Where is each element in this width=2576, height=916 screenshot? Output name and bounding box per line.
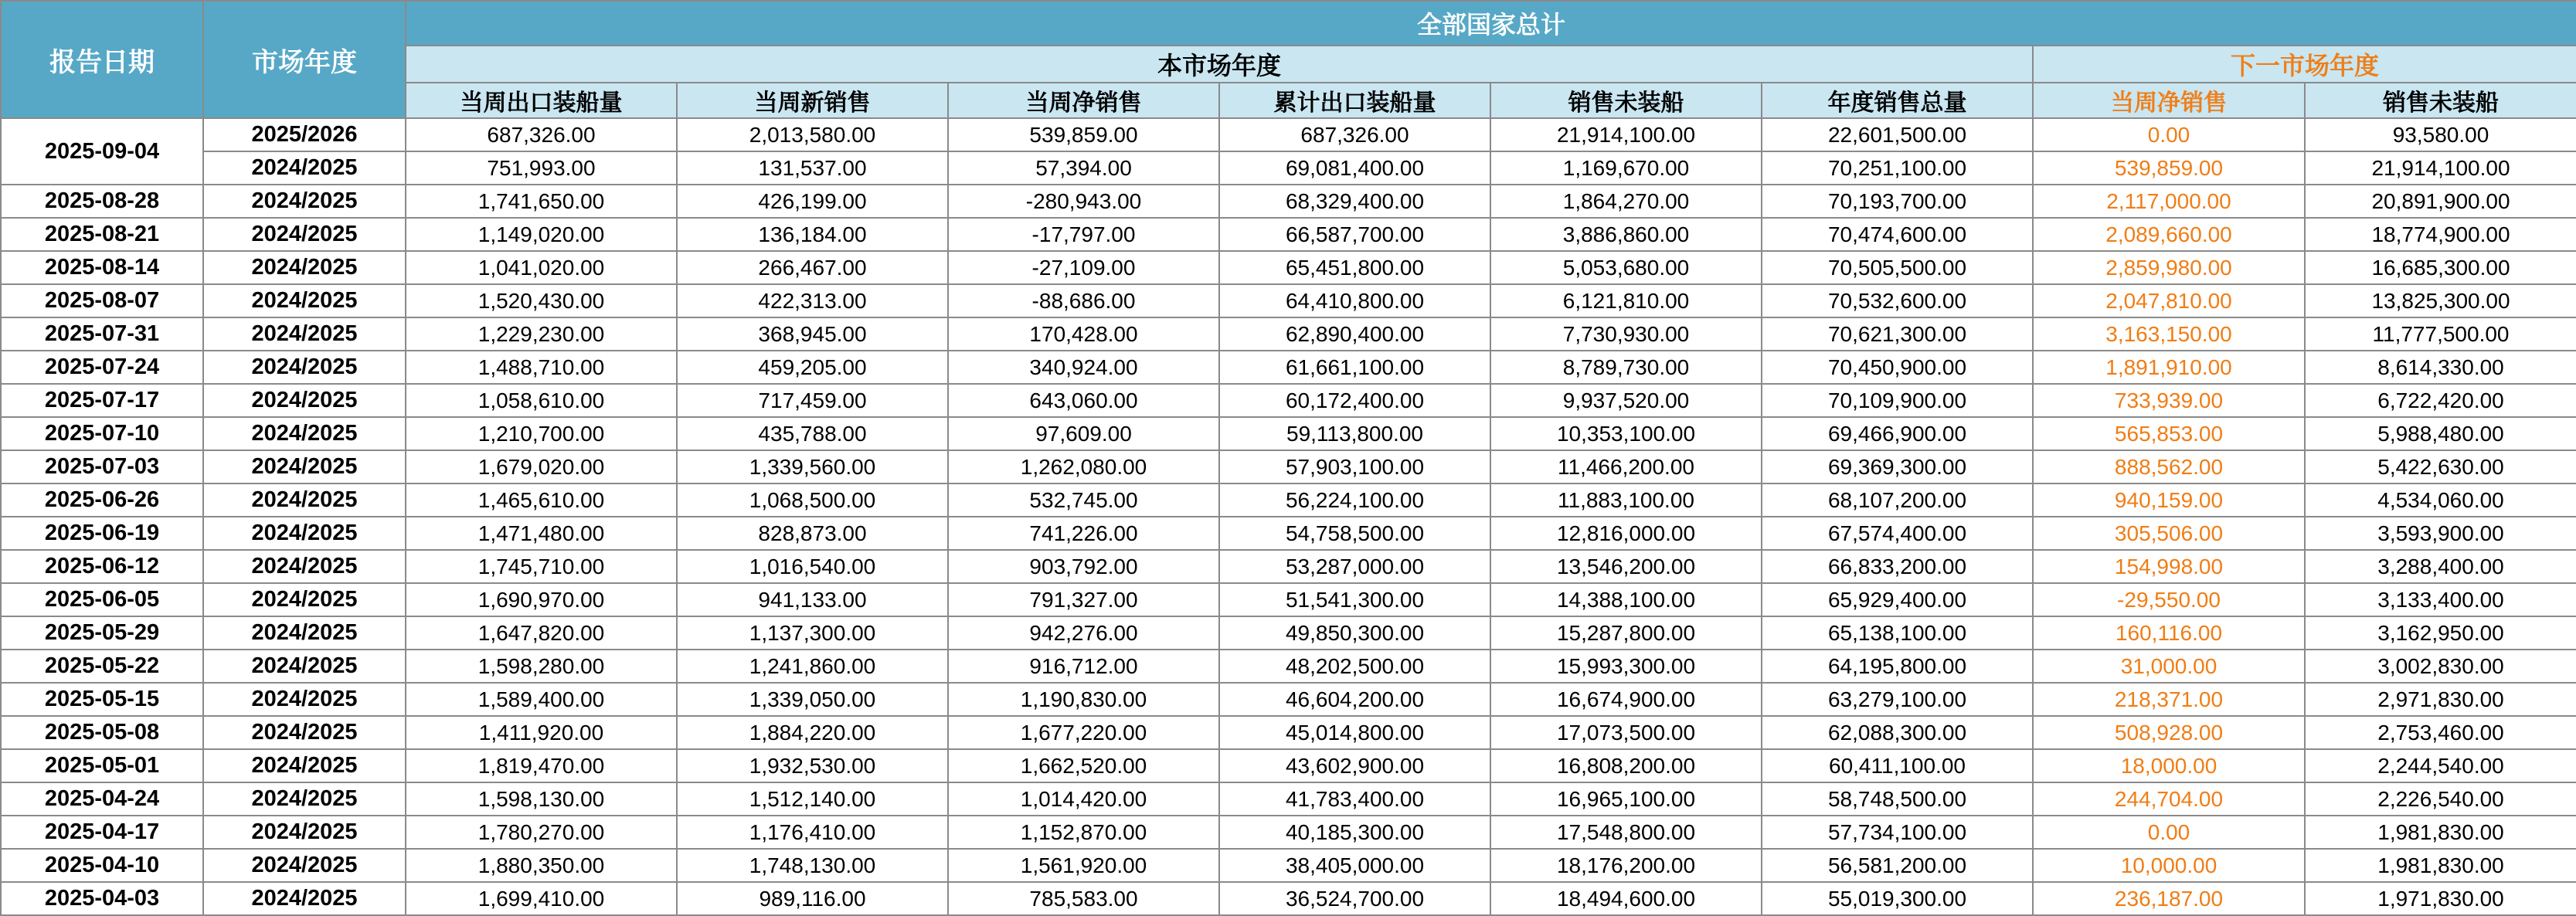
cell-next-outstanding-sales: 3,133,400.00 bbox=[2305, 583, 2576, 616]
cell-cumulative-exports: 61,661,100.00 bbox=[1219, 351, 1490, 384]
cell-outstanding-sales: 15,993,300.00 bbox=[1490, 650, 1762, 683]
table-row bbox=[1, 185, 2576, 218]
cell-outstanding-sales: 5,053,680.00 bbox=[1490, 251, 1762, 284]
cell-weekly-new-sales: 266,467.00 bbox=[677, 251, 948, 284]
cell-weekly-net-sales: 1,677,220.00 bbox=[948, 716, 1219, 749]
cell-cumulative-exports: 68,329,400.00 bbox=[1219, 185, 1490, 218]
cell-market-year: 2024/2025 bbox=[203, 483, 406, 517]
col-cumulative-exports: 累计出口装船量 bbox=[1219, 83, 1490, 118]
cell-weekly-new-sales: 1,068,500.00 bbox=[677, 483, 948, 517]
cell-weekly-exports: 1,745,710.00 bbox=[406, 550, 677, 583]
cell-weekly-net-sales: 643,060.00 bbox=[948, 384, 1219, 417]
cell-report-date: 2025-07-31 bbox=[1, 317, 203, 351]
cell-next-outstanding-sales: 5,988,480.00 bbox=[2305, 417, 2576, 450]
cell-weekly-exports: 1,699,410.00 bbox=[406, 882, 677, 915]
cell-outstanding-sales: 21,914,100.00 bbox=[1490, 118, 1762, 151]
cell-outstanding-sales: 18,494,600.00 bbox=[1490, 882, 1762, 915]
header-report-date: 报告日期 bbox=[1, 1, 203, 118]
cell-weekly-net-sales: 785,583.00 bbox=[948, 882, 1219, 915]
cell-next-weekly-net-sales: 18,000.00 bbox=[2033, 749, 2305, 782]
cell-cumulative-exports: 64,410,800.00 bbox=[1219, 284, 1490, 317]
cell-next-weekly-net-sales: 940,159.00 bbox=[2033, 483, 2305, 517]
cell-total-commitments: 66,833,200.00 bbox=[1762, 550, 2033, 583]
cell-report-date: 2025-06-26 bbox=[1, 483, 203, 517]
cell-outstanding-sales: 17,073,500.00 bbox=[1490, 716, 1762, 749]
cell-report-date: 2025-07-10 bbox=[1, 417, 203, 450]
cell-next-outstanding-sales: 13,825,300.00 bbox=[2305, 284, 2576, 317]
cell-report-date: 2025-07-03 bbox=[1, 450, 203, 483]
cell-report-date: 2025-07-24 bbox=[1, 351, 203, 384]
cell-weekly-net-sales: 791,327.00 bbox=[948, 583, 1219, 616]
cell-cumulative-exports: 65,451,800.00 bbox=[1219, 251, 1490, 284]
cell-outstanding-sales: 16,674,900.00 bbox=[1490, 683, 1762, 716]
cell-weekly-net-sales: 1,662,520.00 bbox=[948, 749, 1219, 782]
cell-next-weekly-net-sales: 0.00 bbox=[2033, 118, 2305, 151]
table-row bbox=[1, 683, 2576, 716]
cell-weekly-new-sales: 2,013,580.00 bbox=[677, 118, 948, 151]
cell-weekly-exports: 1,598,280.00 bbox=[406, 650, 677, 683]
cell-market-year: 2024/2025 bbox=[203, 849, 406, 882]
cell-cumulative-exports: 46,604,200.00 bbox=[1219, 683, 1490, 716]
cell-report-date: 2025-09-04 bbox=[1, 118, 203, 185]
table-row bbox=[1, 650, 2576, 683]
table-row bbox=[1, 550, 2576, 583]
cell-next-weekly-net-sales: 508,928.00 bbox=[2033, 716, 2305, 749]
cell-outstanding-sales: 18,176,200.00 bbox=[1490, 849, 1762, 882]
cell-next-weekly-net-sales: 539,859.00 bbox=[2033, 151, 2305, 185]
cell-next-weekly-net-sales: 305,506.00 bbox=[2033, 517, 2305, 550]
table-row bbox=[1, 716, 2576, 749]
col-next-weekly-net-sales: 当周净销售 bbox=[2033, 83, 2305, 118]
cell-outstanding-sales: 1,864,270.00 bbox=[1490, 185, 1762, 218]
cell-total-commitments: 57,734,100.00 bbox=[1762, 816, 2033, 849]
cell-weekly-new-sales: 1,884,220.00 bbox=[677, 716, 948, 749]
cell-cumulative-exports: 43,602,900.00 bbox=[1219, 749, 1490, 782]
cell-next-weekly-net-sales: 565,853.00 bbox=[2033, 417, 2305, 450]
cell-total-commitments: 69,466,900.00 bbox=[1762, 417, 2033, 450]
cell-total-commitments: 70,109,900.00 bbox=[1762, 384, 2033, 417]
cell-next-weekly-net-sales: 2,117,000.00 bbox=[2033, 185, 2305, 218]
cell-next-weekly-net-sales: -29,550.00 bbox=[2033, 583, 2305, 616]
cell-weekly-new-sales: 1,932,530.00 bbox=[677, 749, 948, 782]
cell-cumulative-exports: 40,185,300.00 bbox=[1219, 816, 1490, 849]
cell-outstanding-sales: 1,169,670.00 bbox=[1490, 151, 1762, 185]
cell-next-weekly-net-sales: 2,047,810.00 bbox=[2033, 284, 2305, 317]
cell-weekly-new-sales: 1,176,410.00 bbox=[677, 816, 948, 849]
cell-next-weekly-net-sales: 888,562.00 bbox=[2033, 450, 2305, 483]
col-weekly-exports: 当周出口装船量 bbox=[406, 83, 677, 118]
cell-next-outstanding-sales: 2,971,830.00 bbox=[2305, 683, 2576, 716]
col-weekly-net-sales: 当周净销售 bbox=[948, 83, 1219, 118]
cell-weekly-exports: 1,411,920.00 bbox=[406, 716, 677, 749]
cell-report-date: 2025-05-15 bbox=[1, 683, 203, 716]
cell-market-year: 2024/2025 bbox=[203, 450, 406, 483]
cell-weekly-new-sales: 1,339,560.00 bbox=[677, 450, 948, 483]
cell-next-outstanding-sales: 3,162,950.00 bbox=[2305, 616, 2576, 650]
cell-report-date: 2025-08-21 bbox=[1, 218, 203, 251]
cell-cumulative-exports: 59,113,800.00 bbox=[1219, 417, 1490, 450]
col-total-commitments: 年度销售总量 bbox=[1762, 83, 2033, 118]
cell-weekly-exports: 1,465,610.00 bbox=[406, 483, 677, 517]
cell-weekly-new-sales: 941,133.00 bbox=[677, 583, 948, 616]
cell-weekly-net-sales: 1,262,080.00 bbox=[948, 450, 1219, 483]
cell-cumulative-exports: 66,587,700.00 bbox=[1219, 218, 1490, 251]
cell-next-outstanding-sales: 1,971,830.00 bbox=[2305, 882, 2576, 915]
cell-outstanding-sales: 9,937,520.00 bbox=[1490, 384, 1762, 417]
cell-total-commitments: 70,621,300.00 bbox=[1762, 317, 2033, 351]
cell-outstanding-sales: 16,965,100.00 bbox=[1490, 782, 1762, 816]
cell-report-date: 2025-05-22 bbox=[1, 650, 203, 683]
cell-next-outstanding-sales: 3,002,830.00 bbox=[2305, 650, 2576, 683]
header-all-countries-total: 全部国家总计 bbox=[406, 1, 2576, 46]
cell-total-commitments: 68,107,200.00 bbox=[1762, 483, 2033, 517]
cell-next-weekly-net-sales: 218,371.00 bbox=[2033, 683, 2305, 716]
cell-total-commitments: 69,369,300.00 bbox=[1762, 450, 2033, 483]
cell-total-commitments: 64,195,800.00 bbox=[1762, 650, 2033, 683]
cell-market-year: 2024/2025 bbox=[203, 782, 406, 816]
cell-report-date: 2025-04-10 bbox=[1, 849, 203, 882]
cell-next-weekly-net-sales: 733,939.00 bbox=[2033, 384, 2305, 417]
cell-weekly-exports: 1,741,650.00 bbox=[406, 185, 677, 218]
col-next-outstanding-sales: 销售未装船 bbox=[2305, 83, 2576, 118]
cell-weekly-exports: 1,647,820.00 bbox=[406, 616, 677, 650]
cell-next-outstanding-sales: 2,244,540.00 bbox=[2305, 749, 2576, 782]
cell-outstanding-sales: 7,730,930.00 bbox=[1490, 317, 1762, 351]
cell-report-date: 2025-07-17 bbox=[1, 384, 203, 417]
cell-total-commitments: 62,088,300.00 bbox=[1762, 716, 2033, 749]
cell-next-outstanding-sales: 4,534,060.00 bbox=[2305, 483, 2576, 517]
table-row bbox=[1, 749, 2576, 782]
cell-market-year: 2024/2025 bbox=[203, 650, 406, 683]
cell-cumulative-exports: 687,326.00 bbox=[1219, 118, 1490, 151]
cell-next-outstanding-sales: 2,753,460.00 bbox=[2305, 716, 2576, 749]
cell-cumulative-exports: 38,405,000.00 bbox=[1219, 849, 1490, 882]
cell-next-weekly-net-sales: 10,000.00 bbox=[2033, 849, 2305, 882]
col-weekly-new-sales: 当周新销售 bbox=[677, 83, 948, 118]
cell-weekly-net-sales: 916,712.00 bbox=[948, 650, 1219, 683]
table-row bbox=[1, 317, 2576, 351]
header-this-market-year: 本市场年度 bbox=[406, 46, 2033, 83]
cell-next-weekly-net-sales: 2,089,660.00 bbox=[2033, 218, 2305, 251]
cell-weekly-new-sales: 422,313.00 bbox=[677, 284, 948, 317]
cell-next-outstanding-sales: 1,981,830.00 bbox=[2305, 849, 2576, 882]
cell-next-weekly-net-sales: 236,187.00 bbox=[2033, 882, 2305, 915]
cell-weekly-exports: 1,229,230.00 bbox=[406, 317, 677, 351]
cell-next-weekly-net-sales: 31,000.00 bbox=[2033, 650, 2305, 683]
cell-market-year: 2025/2026 bbox=[203, 118, 406, 151]
cell-report-date: 2025-05-29 bbox=[1, 616, 203, 650]
cell-report-date: 2025-05-08 bbox=[1, 716, 203, 749]
table-row bbox=[1, 849, 2576, 882]
table-row bbox=[1, 816, 2576, 849]
cell-report-date: 2025-08-28 bbox=[1, 185, 203, 218]
cell-outstanding-sales: 6,121,810.00 bbox=[1490, 284, 1762, 317]
cell-cumulative-exports: 69,081,400.00 bbox=[1219, 151, 1490, 185]
cell-total-commitments: 63,279,100.00 bbox=[1762, 683, 2033, 716]
cell-weekly-new-sales: 459,205.00 bbox=[677, 351, 948, 384]
table-row bbox=[1, 218, 2576, 251]
cell-weekly-new-sales: 136,184.00 bbox=[677, 218, 948, 251]
cell-next-weekly-net-sales: 3,163,150.00 bbox=[2033, 317, 2305, 351]
cell-weekly-new-sales: 1,748,130.00 bbox=[677, 849, 948, 882]
cell-cumulative-exports: 53,287,000.00 bbox=[1219, 550, 1490, 583]
cell-market-year: 2024/2025 bbox=[203, 517, 406, 550]
cell-next-weekly-net-sales: 1,891,910.00 bbox=[2033, 351, 2305, 384]
cell-market-year: 2024/2025 bbox=[203, 616, 406, 650]
cell-next-outstanding-sales: 93,580.00 bbox=[2305, 118, 2576, 151]
cell-market-year: 2024/2025 bbox=[203, 417, 406, 450]
cell-weekly-exports: 1,690,970.00 bbox=[406, 583, 677, 616]
cell-weekly-new-sales: 1,512,140.00 bbox=[677, 782, 948, 816]
cell-report-date: 2025-08-14 bbox=[1, 251, 203, 284]
cell-weekly-net-sales: 532,745.00 bbox=[948, 483, 1219, 517]
cell-outstanding-sales: 12,816,000.00 bbox=[1490, 517, 1762, 550]
cell-weekly-new-sales: 717,459.00 bbox=[677, 384, 948, 417]
cell-total-commitments: 70,505,500.00 bbox=[1762, 251, 2033, 284]
cell-total-commitments: 56,581,200.00 bbox=[1762, 849, 2033, 882]
cell-next-outstanding-sales: 18,774,900.00 bbox=[2305, 218, 2576, 251]
cell-cumulative-exports: 48,202,500.00 bbox=[1219, 650, 1490, 683]
cell-cumulative-exports: 49,850,300.00 bbox=[1219, 616, 1490, 650]
cell-cumulative-exports: 54,758,500.00 bbox=[1219, 517, 1490, 550]
cell-outstanding-sales: 11,883,100.00 bbox=[1490, 483, 1762, 517]
cell-report-date: 2025-04-24 bbox=[1, 782, 203, 816]
cell-weekly-net-sales: -27,109.00 bbox=[948, 251, 1219, 284]
cell-weekly-exports: 1,679,020.00 bbox=[406, 450, 677, 483]
cell-next-outstanding-sales: 11,777,500.00 bbox=[2305, 317, 2576, 351]
table-row bbox=[1, 284, 2576, 317]
cell-weekly-net-sales: -17,797.00 bbox=[948, 218, 1219, 251]
cell-weekly-net-sales: 1,561,920.00 bbox=[948, 849, 1219, 882]
cell-market-year: 2024/2025 bbox=[203, 317, 406, 351]
cell-next-outstanding-sales: 16,685,300.00 bbox=[2305, 251, 2576, 284]
cell-next-outstanding-sales: 8,614,330.00 bbox=[2305, 351, 2576, 384]
cell-next-outstanding-sales: 5,422,630.00 bbox=[2305, 450, 2576, 483]
cell-outstanding-sales: 10,353,100.00 bbox=[1490, 417, 1762, 450]
cell-outstanding-sales: 13,546,200.00 bbox=[1490, 550, 1762, 583]
cell-weekly-net-sales: 340,924.00 bbox=[948, 351, 1219, 384]
cell-report-date: 2025-06-12 bbox=[1, 550, 203, 583]
table-row bbox=[1, 882, 2576, 915]
cell-next-outstanding-sales: 2,226,540.00 bbox=[2305, 782, 2576, 816]
cell-total-commitments: 70,450,900.00 bbox=[1762, 351, 2033, 384]
cell-outstanding-sales: 16,808,200.00 bbox=[1490, 749, 1762, 782]
cell-weekly-new-sales: 435,788.00 bbox=[677, 417, 948, 450]
cell-weekly-exports: 1,780,270.00 bbox=[406, 816, 677, 849]
cell-weekly-exports: 1,589,400.00 bbox=[406, 683, 677, 716]
cell-weekly-exports: 1,488,710.00 bbox=[406, 351, 677, 384]
cell-next-outstanding-sales: 1,981,830.00 bbox=[2305, 816, 2576, 849]
cell-market-year: 2024/2025 bbox=[203, 749, 406, 782]
cell-outstanding-sales: 14,388,100.00 bbox=[1490, 583, 1762, 616]
cell-total-commitments: 67,574,400.00 bbox=[1762, 517, 2033, 550]
cell-weekly-net-sales: 741,226.00 bbox=[948, 517, 1219, 550]
table-row bbox=[1, 483, 2576, 517]
table-row bbox=[1, 583, 2576, 616]
cell-market-year: 2024/2025 bbox=[203, 384, 406, 417]
table-row bbox=[1, 351, 2576, 384]
cell-report-date: 2025-04-17 bbox=[1, 816, 203, 849]
cell-weekly-net-sales: 57,394.00 bbox=[948, 151, 1219, 185]
cell-report-date: 2025-04-03 bbox=[1, 882, 203, 915]
cell-weekly-exports: 1,058,610.00 bbox=[406, 384, 677, 417]
table-row bbox=[1, 450, 2576, 483]
cell-market-year: 2024/2025 bbox=[203, 218, 406, 251]
cell-weekly-new-sales: 131,537.00 bbox=[677, 151, 948, 185]
col-outstanding-sales: 销售未装船 bbox=[1490, 83, 1762, 118]
cell-total-commitments: 70,193,700.00 bbox=[1762, 185, 2033, 218]
cell-market-year: 2024/2025 bbox=[203, 816, 406, 849]
cell-weekly-new-sales: 1,339,050.00 bbox=[677, 683, 948, 716]
cell-report-date: 2025-08-07 bbox=[1, 284, 203, 317]
cell-total-commitments: 70,251,100.00 bbox=[1762, 151, 2033, 185]
cell-next-outstanding-sales: 20,891,900.00 bbox=[2305, 185, 2576, 218]
cell-weekly-net-sales: 97,609.00 bbox=[948, 417, 1219, 450]
cell-next-weekly-net-sales: 160,116.00 bbox=[2033, 616, 2305, 650]
cell-total-commitments: 58,748,500.00 bbox=[1762, 782, 2033, 816]
cell-market-year: 2024/2025 bbox=[203, 583, 406, 616]
cell-market-year: 2024/2025 bbox=[203, 151, 406, 185]
cell-weekly-exports: 687,326.00 bbox=[406, 118, 677, 151]
cell-weekly-exports: 1,880,350.00 bbox=[406, 849, 677, 882]
cell-weekly-new-sales: 828,873.00 bbox=[677, 517, 948, 550]
cell-cumulative-exports: 56,224,100.00 bbox=[1219, 483, 1490, 517]
cell-next-outstanding-sales: 6,722,420.00 bbox=[2305, 384, 2576, 417]
cell-next-outstanding-sales: 3,593,900.00 bbox=[2305, 517, 2576, 550]
cell-weekly-exports: 1,149,020.00 bbox=[406, 218, 677, 251]
cell-report-date: 2025-06-19 bbox=[1, 517, 203, 550]
cell-next-outstanding-sales: 21,914,100.00 bbox=[2305, 151, 2576, 185]
cell-weekly-net-sales: 539,859.00 bbox=[948, 118, 1219, 151]
cell-weekly-new-sales: 426,199.00 bbox=[677, 185, 948, 218]
table-row bbox=[1, 151, 2576, 185]
cell-total-commitments: 70,474,600.00 bbox=[1762, 218, 2033, 251]
table-body bbox=[1, 118, 2576, 915]
cell-market-year: 2024/2025 bbox=[203, 683, 406, 716]
cell-weekly-exports: 1,819,470.00 bbox=[406, 749, 677, 782]
cell-next-weekly-net-sales: 0.00 bbox=[2033, 816, 2305, 849]
cell-weekly-exports: 1,471,480.00 bbox=[406, 517, 677, 550]
cell-total-commitments: 65,138,100.00 bbox=[1762, 616, 2033, 650]
cell-weekly-exports: 1,520,430.00 bbox=[406, 284, 677, 317]
cell-weekly-new-sales: 368,945.00 bbox=[677, 317, 948, 351]
cell-outstanding-sales: 17,548,800.00 bbox=[1490, 816, 1762, 849]
cell-weekly-exports: 751,993.00 bbox=[406, 151, 677, 185]
cell-total-commitments: 65,929,400.00 bbox=[1762, 583, 2033, 616]
cell-weekly-exports: 1,210,700.00 bbox=[406, 417, 677, 450]
cell-cumulative-exports: 36,524,700.00 bbox=[1219, 882, 1490, 915]
cell-total-commitments: 60,411,100.00 bbox=[1762, 749, 2033, 782]
cell-weekly-net-sales: 1,152,870.00 bbox=[948, 816, 1219, 849]
table-row bbox=[1, 384, 2576, 417]
cell-outstanding-sales: 15,287,800.00 bbox=[1490, 616, 1762, 650]
cell-weekly-net-sales: 170,428.00 bbox=[948, 317, 1219, 351]
cell-weekly-exports: 1,598,130.00 bbox=[406, 782, 677, 816]
table-row bbox=[1, 616, 2576, 650]
cell-weekly-new-sales: 1,241,860.00 bbox=[677, 650, 948, 683]
cell-weekly-net-sales: -88,686.00 bbox=[948, 284, 1219, 317]
table-row bbox=[1, 417, 2576, 450]
cell-cumulative-exports: 51,541,300.00 bbox=[1219, 583, 1490, 616]
header-market-year: 市场年度 bbox=[203, 1, 406, 118]
cell-cumulative-exports: 41,783,400.00 bbox=[1219, 782, 1490, 816]
cell-market-year: 2024/2025 bbox=[203, 351, 406, 384]
header-next-market-year: 下一市场年度 bbox=[2033, 46, 2576, 83]
cell-next-outstanding-sales: 3,288,400.00 bbox=[2305, 550, 2576, 583]
cell-next-weekly-net-sales: 154,998.00 bbox=[2033, 550, 2305, 583]
cell-weekly-new-sales: 989,116.00 bbox=[677, 882, 948, 915]
table-row bbox=[1, 517, 2576, 550]
cell-market-year: 2024/2025 bbox=[203, 185, 406, 218]
cell-outstanding-sales: 3,886,860.00 bbox=[1490, 218, 1762, 251]
cell-weekly-net-sales: 1,014,420.00 bbox=[948, 782, 1219, 816]
cell-weekly-new-sales: 1,137,300.00 bbox=[677, 616, 948, 650]
cell-report-date: 2025-05-01 bbox=[1, 749, 203, 782]
table-header bbox=[1, 1, 2576, 118]
cell-market-year: 2024/2025 bbox=[203, 251, 406, 284]
cell-next-weekly-net-sales: 244,704.00 bbox=[2033, 782, 2305, 816]
cell-market-year: 2024/2025 bbox=[203, 882, 406, 915]
cell-total-commitments: 55,019,300.00 bbox=[1762, 882, 2033, 915]
cell-weekly-net-sales: 1,190,830.00 bbox=[948, 683, 1219, 716]
cell-outstanding-sales: 11,466,200.00 bbox=[1490, 450, 1762, 483]
cell-market-year: 2024/2025 bbox=[203, 716, 406, 749]
cell-report-date: 2025-06-05 bbox=[1, 583, 203, 616]
cell-weekly-net-sales: -280,943.00 bbox=[948, 185, 1219, 218]
cell-weekly-new-sales: 1,016,540.00 bbox=[677, 550, 948, 583]
cell-total-commitments: 70,532,600.00 bbox=[1762, 284, 2033, 317]
table-row bbox=[1, 251, 2576, 284]
cell-outstanding-sales: 8,789,730.00 bbox=[1490, 351, 1762, 384]
cell-cumulative-exports: 60,172,400.00 bbox=[1219, 384, 1490, 417]
cell-cumulative-exports: 45,014,800.00 bbox=[1219, 716, 1490, 749]
cell-market-year: 2024/2025 bbox=[203, 550, 406, 583]
cell-weekly-net-sales: 942,276.00 bbox=[948, 616, 1219, 650]
cell-market-year: 2024/2025 bbox=[203, 284, 406, 317]
cell-cumulative-exports: 57,903,100.00 bbox=[1219, 450, 1490, 483]
table-row bbox=[1, 782, 2576, 816]
cell-weekly-net-sales: 903,792.00 bbox=[948, 550, 1219, 583]
table-row bbox=[1, 118, 2576, 151]
cell-total-commitments: 22,601,500.00 bbox=[1762, 118, 2033, 151]
cell-next-weekly-net-sales: 2,859,980.00 bbox=[2033, 251, 2305, 284]
cell-cumulative-exports: 62,890,400.00 bbox=[1219, 317, 1490, 351]
cell-weekly-exports: 1,041,020.00 bbox=[406, 251, 677, 284]
